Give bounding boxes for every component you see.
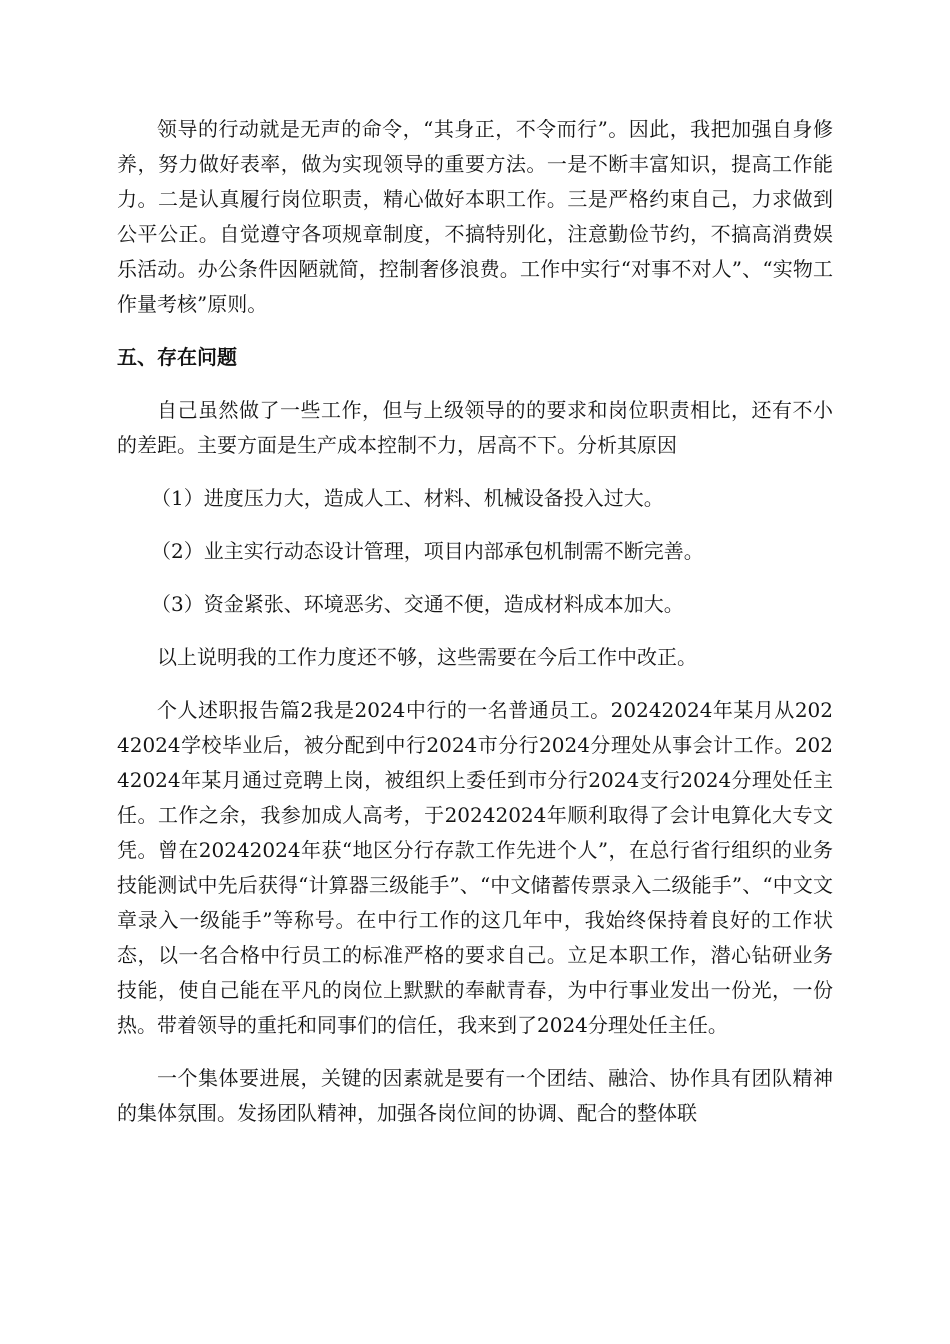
spacer [117,322,833,340]
spacer [117,463,833,481]
list-item-reason-3: （3）资金紧张、环境恶劣、交通不便，造成材料成本加大。 [151,592,684,616]
spacer [117,622,833,640]
paragraph-problems: 自己虽然做了一些工作，但与上级领导的的要求和岗位职责相比，还有不小的差距。主要方面是生产成本控制不力，居高不下。分析其原因 [117,398,833,457]
spacer [117,675,833,693]
paragraph-report-2: 个人述职报告篇2我是2024中行的一名普通员工。20242024年某月从20242024学校毕业后，被分配到中行2024市分行2024分理处从事会计工作。20242024年某月通过竞聘上岗，被组织上委任到市分行2024支行2024分理处任主任。工作之余，我参加成人高考，于20242024年顺利取得了会计电算化大专文凭。曾在20242024年获“地区分行存款工作先进个人”，在总行省行组织的业务技能测试中先后获得“计算器三级能手”、“中文储蓄传票录入二级能手”、“中文文章录入一级能手”等称号。在中行工作的这几年中，我始终保持着良好的工作状态，以一名合格中行员工的标准严格的要求自己。立足本职工作，潜心钻研业务技能，使自己能在平凡的岗位上默默的奉献青春，为中行事业发出一份光，一份热。带着领导的重托和同事们的信任，我来到了2024分理处任主任。 [117,698,833,1037]
spacer [117,516,833,534]
spacer [117,569,833,587]
paragraph-team-spirit: 一个集体要进展，关键的因素就是要有一个团结、融洽、协作具有团队精神的集体氛围。发扬团队精神，加强各岗位间的协调、配合的整体联 [117,1066,833,1125]
section-heading-problems: 五、存在问题 [117,345,237,369]
paragraph-leadership: 领导的行动就是无声的命令，“其身正，不令而行”。因此，我把加强自身修养，努力做好表率，做为实现领导的重要方法。一是不断丰富知识，提高工作能力。二是认真履行岗位职责，精心做好本职工作。三是严格约束自己，力求做到公平公正。自觉遵守各项规章制度，不搞特别化，注意勤俭节约，不搞高消费娱乐活动。办公条件因陋就简，控制奢侈浪费。工作中实行“对事不对人”、“实物工作量考核”原则。 [117,117,833,316]
document-page [117,112,833,1131]
spacer [117,1043,833,1061]
paragraph-conclusion: 以上说明我的工作力度还不够，这些需要在今后工作中改正。 [157,645,697,669]
list-item-reason-1: （1）进度压力大，造成人工、材料、机械设备投入过大。 [151,486,664,510]
spacer [117,375,833,393]
list-item-reason-2: （2）业主实行动态设计管理，项目内部承包机制需不断完善。 [151,539,704,563]
